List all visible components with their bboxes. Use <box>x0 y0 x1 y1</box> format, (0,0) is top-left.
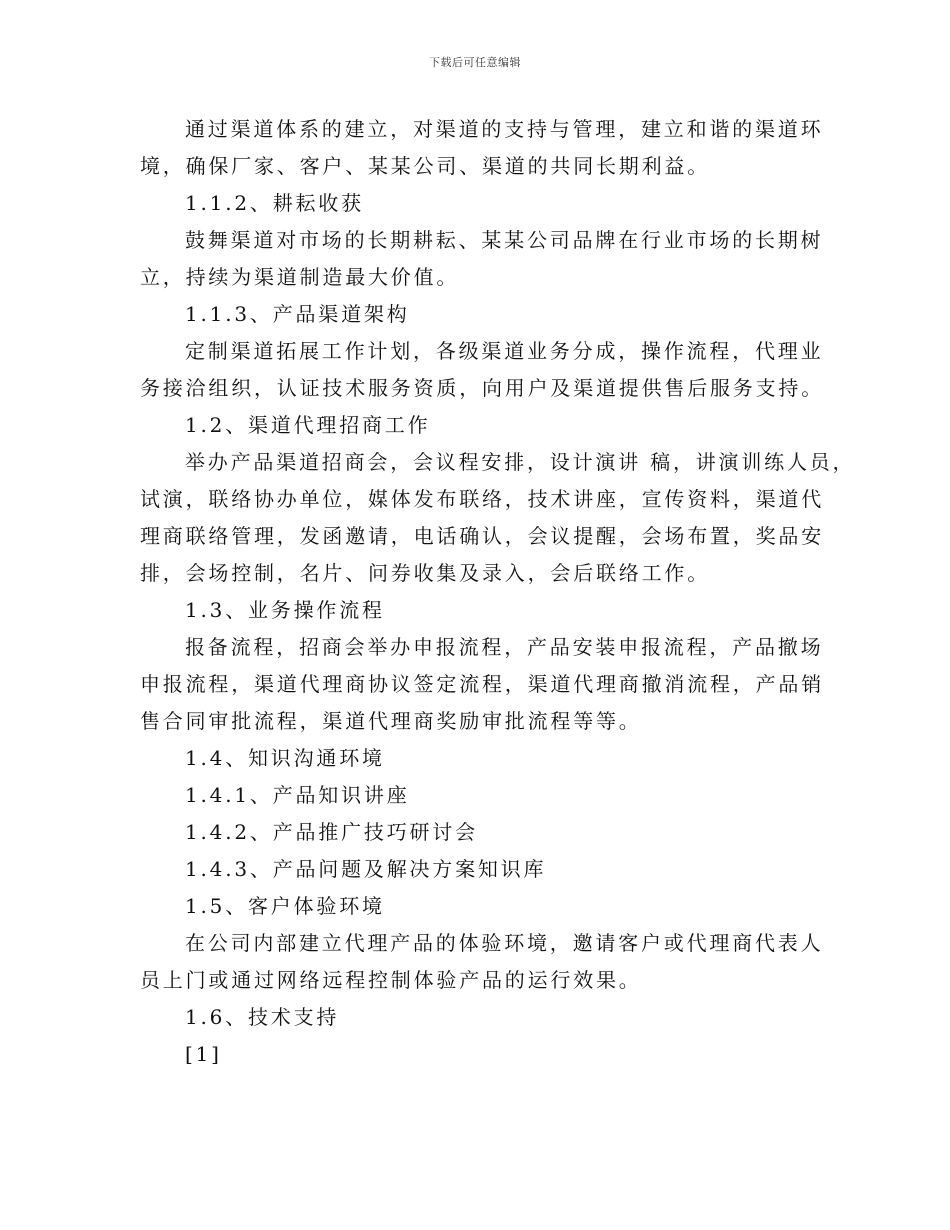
text-line: 立，持续为渠道制造最大价值。 <box>140 265 460 289</box>
text-line: 举办产品渠道招商会，会议程安排，设计演讲 稿，讲演训练人员， <box>185 450 856 474</box>
text-line: 1.4.2、产品推广技巧研讨会 <box>185 820 478 844</box>
text-line: 售合同审批流程，渠道代理商奖励审批流程等等。 <box>140 709 642 733</box>
text-line: 1.1.3、产品渠道架构 <box>185 302 410 326</box>
text-line: 鼓舞渠道对市场的长期耕耘、某某公司品牌在行业市场的长期树 <box>185 228 824 252</box>
text-line: 员上门或通过网络远程控制体验产品的运行效果。 <box>140 968 642 992</box>
text-line: 通过渠道体系的建立，对渠道的支持与管理，建立和谐的渠道环 <box>185 117 824 141</box>
text-line: 报备流程，招商会举办申报流程，产品安装申报流程，产品撤场 <box>185 635 824 659</box>
text-line: 境，确保厂家、客户、某某公司、渠道的共同长期利益。 <box>140 154 710 178</box>
text-line: 排，会场控制，名片、问券收集及录入，会后联络工作。 <box>140 561 710 585</box>
text-line: 理商联络管理，发函邀请，电话确认，会议提醒，会场布置，奖品安 <box>140 524 824 548</box>
text-line: 定制渠道拓展工作计划，各级渠道业务分成，操作流程，代理业 <box>185 339 824 363</box>
text-line: 1.4、知识沟通环境 <box>185 746 385 770</box>
text-line: 1.2、渠道代理招商工作 <box>185 413 431 437</box>
text-line: 1.4.1、产品知识讲座 <box>185 783 410 807</box>
text-line: 务接洽组织，认证技术服务资质，向用户及渠道提供售后服务支持。 <box>140 376 824 400</box>
page-header-note: 下载后可任意编辑 <box>429 56 521 69</box>
text-line: 1.1.2、耕耘收获 <box>185 191 364 215</box>
text-line: 申报流程，渠道代理商协议签定流程，渠道代理商撤消流程，产品销 <box>140 672 824 696</box>
text-line: [1] <box>185 1042 222 1066</box>
text-line: 1.4.3、产品问题及解决方案知识库 <box>185 857 547 881</box>
text-line: 1.6、技术支持 <box>185 1005 340 1029</box>
text-line: 在公司内部建立代理产品的体验环境，邀请客户或代理商代表人 <box>185 931 824 955</box>
text-line: 试演，联络协办单位，媒体发布联络，技术讲座，宣传资料，渠道代 <box>140 487 824 511</box>
document-body <box>140 111 856 1073</box>
text-line: 1.5、客户体验环境 <box>185 894 385 918</box>
text-line: 1.3、业务操作流程 <box>185 598 385 622</box>
